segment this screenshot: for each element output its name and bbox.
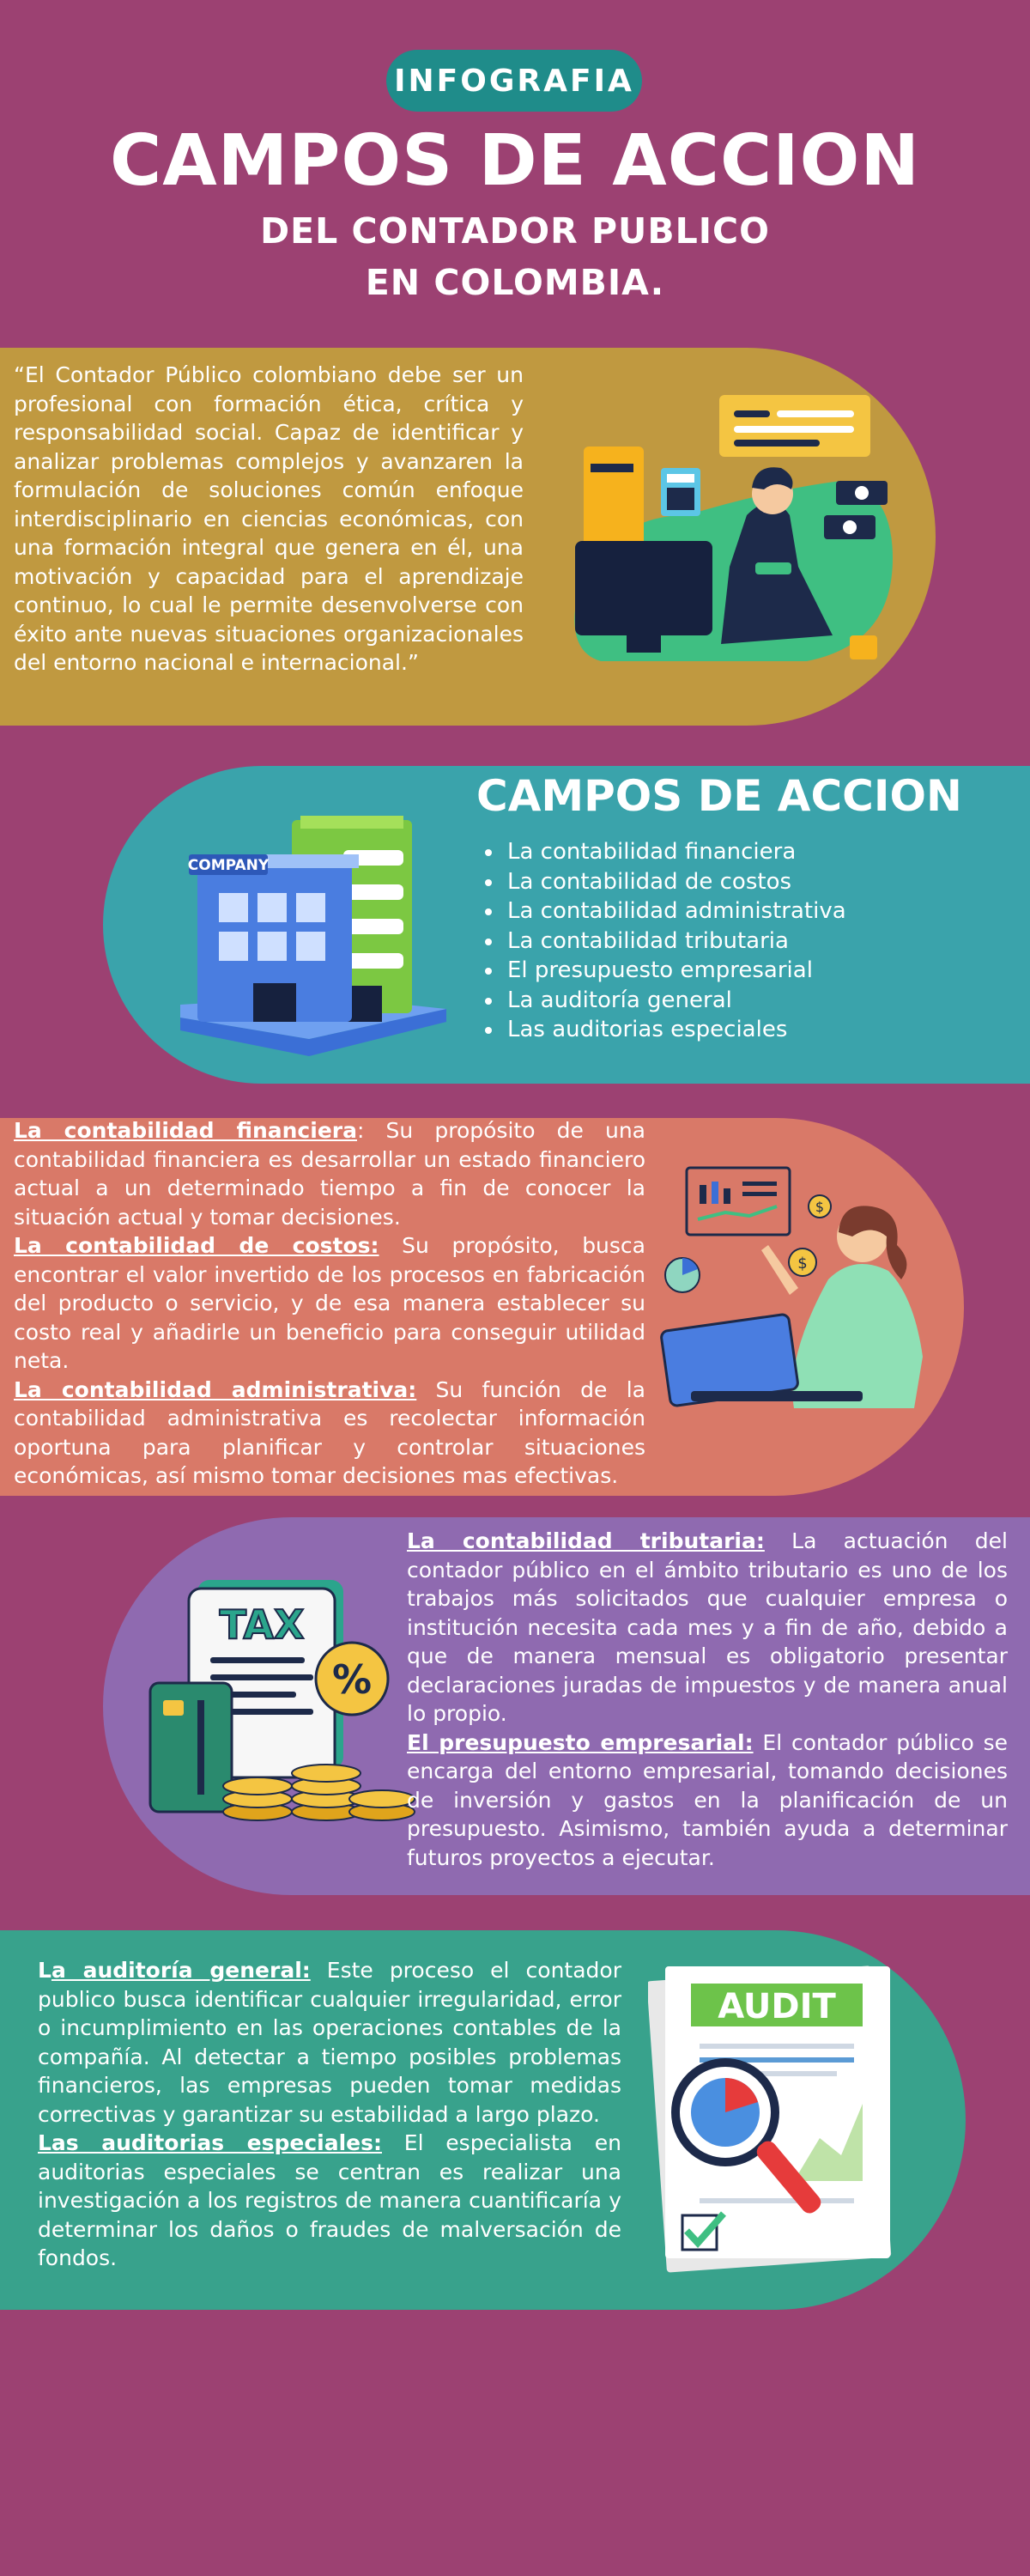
company-sign-text: COMPANY [187,857,270,874]
list-item: • La contabilidad de costos [504,867,1005,897]
auditoria-text [38,1956,621,2273]
audit-illustration [648,1958,906,2275]
administrativa-text: Su función de la contabilidad administrativa es recolectar información oportuna para planificar y controlar situaciones económicas, así mismo tomar decisiones mas efectivas. [14,1376,645,1488]
general-body: Este proceso el contador publico busca identificar cualquier irregularidad, error o incumplimiento en las operaciones contables de la compañía. Al detectar a tiempo posibles problemas financieros, las empresas pueden tomar medidas correctivas y garantizar su estabilidad a largo plazo. [38,1958,621,2127]
especiales-title: Las auditorias especiales: [38,2130,382,2155]
intro-quote: “El Contador Público colombiano debe ser un profesional con formación ética, crítica y responsabilidad social. Capaz de identificar y analizar problemas complejos y avanzaren la formulación de soluciones común enfoque interdisciplinario en ciencias económicas, con una formación integral que genera en él, una motivación y capacidad para el aprendizaje continuo, lo cual le permite desenvolverse con éxito ante nuevas situaciones organizacionales del entorno nacional e internacional.” [14,362,524,675]
presupuesto-title: El presupuesto empresarial: [407,1729,754,1755]
page-subtitle-line1: DEL CONTADOR PUBLICO [260,210,770,252]
especiales-body: El especialista en auditorias especiales se centran es realizar una investigación a los registros de manera cuantificaría y determinar los daños o fraudes de malversación de fondos. [38,2130,621,2270]
accountant-illustration [566,386,910,678]
campos-list [473,837,1005,1045]
analyst-illustration [657,1159,948,1417]
tributaria-text [407,1527,1008,1872]
general-prefix: L [38,1958,52,1983]
tributaria-title: La contabilidad tributaria: [407,1528,765,1553]
svg-text:$: $ [815,1199,825,1215]
list-item: • La auditoría general [504,986,1005,1016]
financiera-title: La contabilidad financiera [14,1118,357,1143]
financiera-text: : Su propósito de una contabilidad financiera es desarrollar un estado financiero actual a un determinado tiempo a fin de conocer la situación actual y tomar decisiones. [14,1118,646,1230]
svg-text:$: $ [797,1255,808,1273]
percent-label: % [331,1656,373,1703]
list-item: • La contabilidad tributaria [504,927,1005,957]
costos-text: Su propósito, busca encontrar el valor invertido de los procesos en fabricación del producto o servicio, y de esa manera establecer su costo real y añadirle un beneficio para conseguir utilidad neta. [14,1233,645,1373]
campos-heading: CAMPOS DE ACCION [476,771,962,821]
contabilidad-text [14,1116,645,1491]
company-building-illustration [172,816,455,1065]
administrativa-title: La contabilidad administrativa: [14,1376,417,1402]
infografia-badge: INFOGRAFIA [386,50,642,112]
list-item: • La contabilidad administrativa [504,896,1005,927]
tributaria-body: La actuación del contador público en el ámbito tributario es uno de los trabajos más solicitados que cualquier empresa o institución necesita cada mes y a fin de año, debido a que de manera mensual es obligatorio presentar declaraciones juradas de impuestos y de manera anual lo propio. [407,1528,1008,1726]
page-subtitle-line2: EN COLOMBIA. [365,262,665,303]
costos-title: La contabilidad de costos: [14,1233,379,1258]
presupuesto-body: El contador público se encarga del entorno empresarial, tomando decisiones de inversión y gastos en la planificación de un presupuesto. Asimismo, también ayuda a determinar futuros proyectos a ejecutar. [407,1729,1008,1870]
list-item: • Las auditorias especiales [504,1015,1005,1045]
tax-illustration [146,1571,421,1829]
audit-label: AUDIT [718,1987,836,2026]
list-item: • La contabilidad financiera [504,837,1005,867]
page-title: CAMPOS DE ACCION [110,120,920,202]
general-title: a auditoría general: [51,1958,311,1983]
tax-label: TAX [219,1601,305,1648]
list-item: • El presupuesto empresarial [504,956,1005,986]
